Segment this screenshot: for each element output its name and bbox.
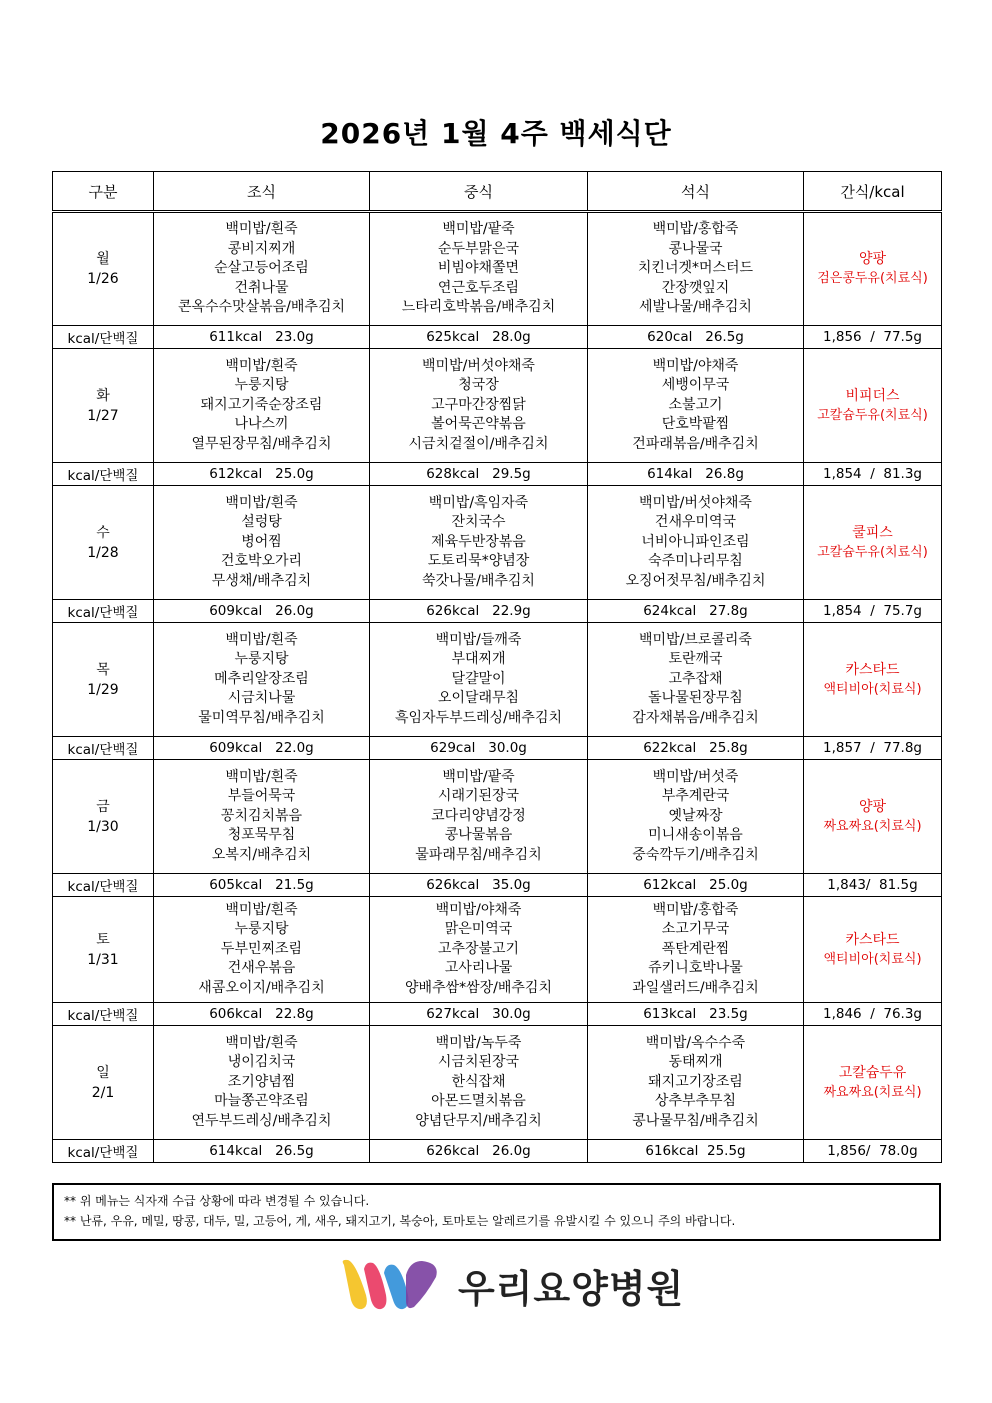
menu-item: 연근호두조림	[437, 279, 520, 296]
snack-cell	[804, 1026, 942, 1140]
menu-item: 청국장	[458, 377, 499, 394]
snack-item: 카스타드	[845, 931, 900, 948]
menu-item: 백미밥/흰죽	[225, 901, 298, 918]
kcal-value: 612kcal 25.0g	[154, 463, 370, 486]
day-cell	[53, 212, 154, 326]
kcal-value: 629cal 30.0g	[370, 737, 588, 760]
breakfast-cell	[154, 623, 370, 737]
kcal-value: 1,856/ 78.0g	[804, 1140, 942, 1163]
snack-item: 카스타드	[845, 661, 900, 678]
menu-item: 코다리양념강정	[431, 807, 526, 824]
menu-item: 냉이김치국	[227, 1054, 296, 1071]
menu-item: 시금치된장국	[437, 1054, 520, 1071]
day-name: 토	[96, 931, 110, 948]
menu-table	[52, 171, 942, 1163]
menu-item: 청포묵무침	[227, 827, 296, 844]
menu-item: 양념단무지/배추김치	[415, 1112, 542, 1129]
kcal-value: 627kcal 30.0g	[370, 1003, 588, 1026]
kcal-value: 606kcal 22.8g	[154, 1003, 370, 1026]
snack-item: 양팡	[858, 798, 887, 815]
snack-item: 비피더스	[845, 387, 900, 404]
day-menu-row	[53, 212, 942, 326]
snack-therapy-item: 액티비아(치료식)	[823, 951, 922, 967]
snack-item: 고칼슘두유	[838, 1064, 907, 1081]
header-breakfast: 조식	[154, 172, 370, 212]
menu-item: 시금치나물	[227, 690, 296, 707]
menu-item: 시금치겉절이/배추김치	[408, 435, 549, 452]
day-cell	[53, 486, 154, 600]
snack-therapy-item: 액티비아(치료식)	[823, 681, 922, 697]
dinner-cell	[588, 897, 804, 1003]
day-menu-row	[53, 897, 942, 1003]
menu-item: 순살고등어조림	[214, 260, 309, 277]
lunch-cell	[370, 1026, 588, 1140]
menu-item: 느타리호박볶음/배추김치	[401, 299, 556, 316]
menu-item: 백미밥/버섯야채죽	[639, 494, 752, 511]
menu-item: 콘옥수수맛살볶음/배추김치	[177, 299, 345, 316]
page-title: 2026년 1월 4주 백세식단	[320, 117, 672, 150]
menu-item: 제육두반장볶음	[431, 533, 526, 550]
menu-item: 쥬키니호박나물	[648, 960, 743, 977]
menu-item: 과일샐러드/배추김치	[632, 979, 759, 996]
menu-item: 백미밥/팥죽	[442, 221, 515, 238]
note-line: ** 위 메뉴는 식자재 수급 상황에 따라 변경될 수 있습니다.	[64, 1194, 370, 1208]
menu-item: 부추계란국	[661, 788, 730, 805]
kcal-row	[53, 600, 942, 623]
kcal-value: 614kcal 26.5g	[154, 1140, 370, 1163]
dinner-cell	[588, 486, 804, 600]
day-name: 일	[96, 1064, 110, 1081]
menu-item: 두부민찌조림	[220, 940, 303, 957]
day-menu-row	[53, 349, 942, 463]
menu-item: 백미밥/야채죽	[652, 357, 739, 374]
hospital-name: 우리요양병원	[458, 1267, 685, 1311]
breakfast-cell	[154, 486, 370, 600]
day-date: 1/26	[87, 271, 119, 287]
kcal-value: 626kcal 35.0g	[370, 874, 588, 897]
lunch-cell	[370, 760, 588, 874]
kcal-value: 1,846 / 76.3g	[804, 1003, 942, 1026]
menu-item: 백미밥/들깨죽	[435, 631, 522, 648]
menu-item: 동태찌개	[668, 1054, 723, 1071]
dinner-cell	[588, 1026, 804, 1140]
menu-item: 물파래무침/배추김치	[415, 846, 542, 863]
lunch-cell	[370, 349, 588, 463]
kcal-row	[53, 463, 942, 486]
menu-item: 누룽지탕	[234, 651, 289, 668]
day-cell	[53, 623, 154, 737]
lunch-cell	[370, 897, 588, 1003]
menu-item: 마늘쫑곤약조림	[214, 1093, 309, 1110]
menu-item: 백미밥/흑임자죽	[428, 494, 529, 511]
menu-item: 감자채볶음/배추김치	[632, 709, 759, 726]
day-menu-row	[53, 760, 942, 874]
day-name: 월	[96, 251, 110, 267]
day-cell	[53, 897, 154, 1003]
menu-item: 단호박팥찜	[661, 416, 730, 433]
menu-item: 한식잡채	[451, 1073, 506, 1090]
menu-item: 건호박오가리	[220, 553, 303, 570]
header-dinner: 석식	[588, 172, 804, 212]
breakfast-cell	[154, 760, 370, 874]
menu-item: 병어찜	[241, 533, 282, 550]
day-cell	[53, 349, 154, 463]
menu-item: 새콤오이지/배추김치	[198, 979, 325, 996]
lunch-cell	[370, 623, 588, 737]
menu-item: 나나스끼	[234, 416, 289, 433]
breakfast-cell	[154, 212, 370, 326]
menu-item: 설렁탕	[241, 514, 282, 531]
menu-item: 누룽지탕	[234, 377, 289, 394]
kcal-value: 613kcal 23.5g	[588, 1003, 804, 1026]
menu-item: 백미밥/흰죽	[225, 221, 298, 238]
menu-item: 오징어젓무침/배추김치	[625, 572, 766, 589]
kcal-label: kcal/단백질	[53, 326, 154, 349]
kcal-label: kcal/단백질	[53, 874, 154, 897]
menu-item: 부들어묵국	[227, 788, 296, 805]
menu-item: 열무된장무침/배추김치	[191, 435, 332, 452]
kcal-value: 620cal 26.5g	[588, 326, 804, 349]
snack-cell	[804, 760, 942, 874]
kcal-value: 611kcal 23.0g	[154, 326, 370, 349]
menu-item: 숙주미나리무침	[648, 553, 743, 570]
snack-cell	[804, 486, 942, 600]
day-cell	[53, 760, 154, 874]
menu-item: 고구마간장찜닭	[431, 396, 526, 413]
kcal-value: 624kcal 27.8g	[588, 600, 804, 623]
kcal-value: 605kcal 21.5g	[154, 874, 370, 897]
menu-item: 백미밥/브로콜리죽	[639, 631, 752, 648]
kcal-row	[53, 874, 942, 897]
day-date: 1/31	[87, 951, 119, 968]
menu-item: 고추장불고기	[437, 940, 520, 957]
kcal-label: kcal/단백질	[53, 737, 154, 760]
menu-item: 꽁치김치볶음	[220, 807, 303, 824]
menu-item: 백미밥/야채죽	[435, 901, 522, 918]
menu-item: 물미역무침/배추김치	[198, 709, 325, 726]
breakfast-cell	[154, 1026, 370, 1140]
menu-item: 순두부맑은국	[437, 240, 520, 257]
menu-item: 폭탄계란찜	[661, 940, 730, 957]
kcal-value: 614kal 26.8g	[588, 463, 804, 486]
kcal-value: 1,854 / 81.3g	[804, 463, 942, 486]
dinner-cell	[588, 760, 804, 874]
menu-item: 오복지/배추김치	[211, 846, 312, 863]
menu-item: 백미밥/팥죽	[442, 768, 515, 785]
menu-item: 건새우볶음	[227, 960, 296, 977]
menu-item: 상추부추무침	[654, 1093, 737, 1110]
kcal-value: 1,843/ 81.5g	[804, 874, 942, 897]
kcal-value: 628kcal 29.5g	[370, 463, 588, 486]
menu-item: 콩나물국	[668, 240, 723, 257]
kcal-value: 616kcal 25.5g	[588, 1140, 804, 1163]
menu-item: 백미밥/흰죽	[225, 1034, 298, 1051]
menu-item: 양배추쌈*쌈장/배추김치	[405, 979, 552, 996]
snack-cell	[804, 349, 942, 463]
menu-item: 돌나물된장무침	[648, 690, 743, 707]
menu-item: 달걀말이	[451, 670, 506, 687]
day-date: 2/1	[91, 1084, 115, 1101]
menu-item: 부대찌개	[451, 651, 506, 668]
menu-item: 무생채/배추김치	[211, 572, 312, 589]
menu-item: 백미밥/흰죽	[225, 768, 298, 785]
day-menu-row	[53, 486, 942, 600]
notes-box	[52, 1183, 941, 1241]
kcal-value: 626kcal 26.0g	[370, 1140, 588, 1163]
kcal-value: 622kcal 25.8g	[588, 737, 804, 760]
menu-item: 돼지고기죽순장조림	[200, 396, 323, 413]
kcal-value: 626kcal 22.9g	[370, 600, 588, 623]
menu-item: 고사리나물	[444, 960, 513, 977]
note-line: ** 난류, 우유, 메밀, 땅콩, 대두, 밀, 고등어, 게, 새우, 돼지고기, 복숭아, 토마토는 알레르기를 유발시킬 수 있으니 주의 바랍니다.	[64, 1214, 736, 1228]
snack-cell	[804, 623, 942, 737]
kcal-row	[53, 737, 942, 760]
menu-item: 아몬드멸치볶음	[431, 1093, 526, 1110]
day-date: 1/27	[87, 407, 119, 424]
menu-item: 메추리알장조림	[214, 670, 309, 687]
dinner-cell	[588, 623, 804, 737]
kcal-label: kcal/단백질	[53, 600, 154, 623]
menu-item: 도토리묵*양념장	[427, 553, 530, 570]
menu-item: 오이달래무침	[437, 690, 520, 707]
day-date: 1/29	[87, 681, 119, 698]
dinner-cell	[588, 212, 804, 326]
snack-cell	[804, 897, 942, 1003]
menu-item: 백미밥/흰죽	[225, 494, 298, 511]
menu-item: 백미밥/홍합죽	[652, 901, 739, 918]
snack-item: 쿨피스	[852, 524, 893, 541]
menu-item: 연두부드레싱/배추김치	[191, 1112, 332, 1129]
snack-item: 양팡	[858, 251, 887, 267]
menu-item: 콩나물볶음	[444, 827, 513, 844]
menu-item: 소고기무국	[661, 921, 730, 938]
kcal-row	[53, 1140, 942, 1163]
menu-item: 너비아니파인조림	[641, 533, 750, 550]
dinner-cell	[588, 349, 804, 463]
kcal-value: 612kcal 25.0g	[588, 874, 804, 897]
lunch-cell	[370, 212, 588, 326]
kcal-value: 625kcal 28.0g	[370, 326, 588, 349]
menu-item: 건새우미역국	[654, 514, 737, 531]
snack-therapy-item: 검은콩두유(치료식)	[817, 271, 928, 286]
menu-item: 백미밥/흰죽	[225, 357, 298, 374]
menu-item: 백미밥/홍합죽	[652, 221, 739, 238]
kcal-row	[53, 326, 942, 349]
table-header-row	[53, 172, 942, 212]
menu-item: 토란깨국	[668, 651, 723, 668]
day-date: 1/30	[87, 818, 119, 835]
menu-item: 고추잡채	[668, 670, 723, 687]
kcal-value: 1,856 / 77.5g	[804, 326, 942, 349]
header-lunch: 중식	[370, 172, 588, 212]
menu-item: 조기양념찜	[227, 1073, 296, 1090]
kcal-label: kcal/단백질	[53, 463, 154, 486]
day-date: 1/28	[87, 544, 119, 561]
day-name: 수	[96, 524, 110, 541]
header-snack: 간식/kcal	[804, 172, 942, 212]
kcal-label: kcal/단백질	[53, 1140, 154, 1163]
hospital-logo-icon	[336, 1255, 446, 1315]
snack-cell	[804, 212, 942, 326]
breakfast-cell	[154, 349, 370, 463]
header-category: 구분	[53, 172, 154, 212]
menu-item: 치킨너겟*머스터드	[637, 260, 754, 277]
menu-item: 백미밥/버섯죽	[652, 768, 739, 785]
menu-item: 옛날짜장	[668, 807, 723, 824]
menu-item: 볼어묵곤약볶음	[431, 416, 526, 433]
menu-item: 시래기된장국	[437, 788, 520, 805]
kcal-value: 1,857 / 77.8g	[804, 737, 942, 760]
kcal-row	[53, 1003, 942, 1026]
menu-item: 미니새송이볶음	[648, 827, 743, 844]
kcal-value: 1,854 / 75.7g	[804, 600, 942, 623]
kcal-value: 609kcal 26.0g	[154, 600, 370, 623]
snack-therapy-item: 짜요짜요(치료식)	[823, 1084, 922, 1100]
kcal-label: kcal/단백질	[53, 1003, 154, 1026]
menu-item: 콩비지찌개	[227, 240, 296, 257]
snack-therapy-item: 고칼슘두유(치료식)	[817, 407, 928, 423]
menu-item: 중숙깍두기/배추김치	[632, 846, 759, 863]
menu-item: 백미밥/버섯야채죽	[422, 357, 535, 374]
menu-item: 세발나물/배추김치	[639, 299, 752, 316]
menu-item: 흑임자두부드레싱/배추김치	[394, 709, 562, 726]
day-name: 화	[96, 387, 110, 404]
menu-item: 비빔야채쫄면	[437, 260, 520, 277]
day-menu-row	[53, 1026, 942, 1140]
menu-item: 맑은미역국	[444, 921, 513, 938]
snack-therapy-item: 고칼슘두유(치료식)	[817, 544, 928, 560]
menu-item: 세뱅이무국	[661, 377, 730, 394]
menu-item: 콩나물무침/배추김치	[632, 1112, 759, 1129]
day-menu-row	[53, 623, 942, 737]
menu-item: 소불고기	[668, 396, 723, 413]
lunch-cell	[370, 486, 588, 600]
menu-item: 누룽지탕	[234, 921, 289, 938]
menu-item: 잔치국수	[451, 514, 506, 531]
menu-item: 건취나물	[234, 279, 289, 296]
menu-item: 간장깻잎지	[661, 279, 730, 296]
breakfast-cell	[154, 897, 370, 1003]
menu-item: 건파래볶음/배추김치	[632, 435, 759, 452]
menu-item: 돼지고기장조림	[648, 1073, 743, 1090]
menu-item: 쑥갓나물/배추김치	[422, 572, 535, 589]
menu-item: 백미밥/옥수수죽	[645, 1034, 746, 1051]
day-cell	[53, 1026, 154, 1140]
day-name: 금	[96, 798, 110, 815]
menu-item: 백미밥/녹두죽	[435, 1034, 522, 1051]
day-name: 목	[96, 661, 110, 678]
menu-item: 백미밥/흰죽	[225, 631, 298, 648]
snack-therapy-item: 짜요짜요(치료식)	[823, 818, 922, 834]
kcal-value: 609kcal 22.0g	[154, 737, 370, 760]
